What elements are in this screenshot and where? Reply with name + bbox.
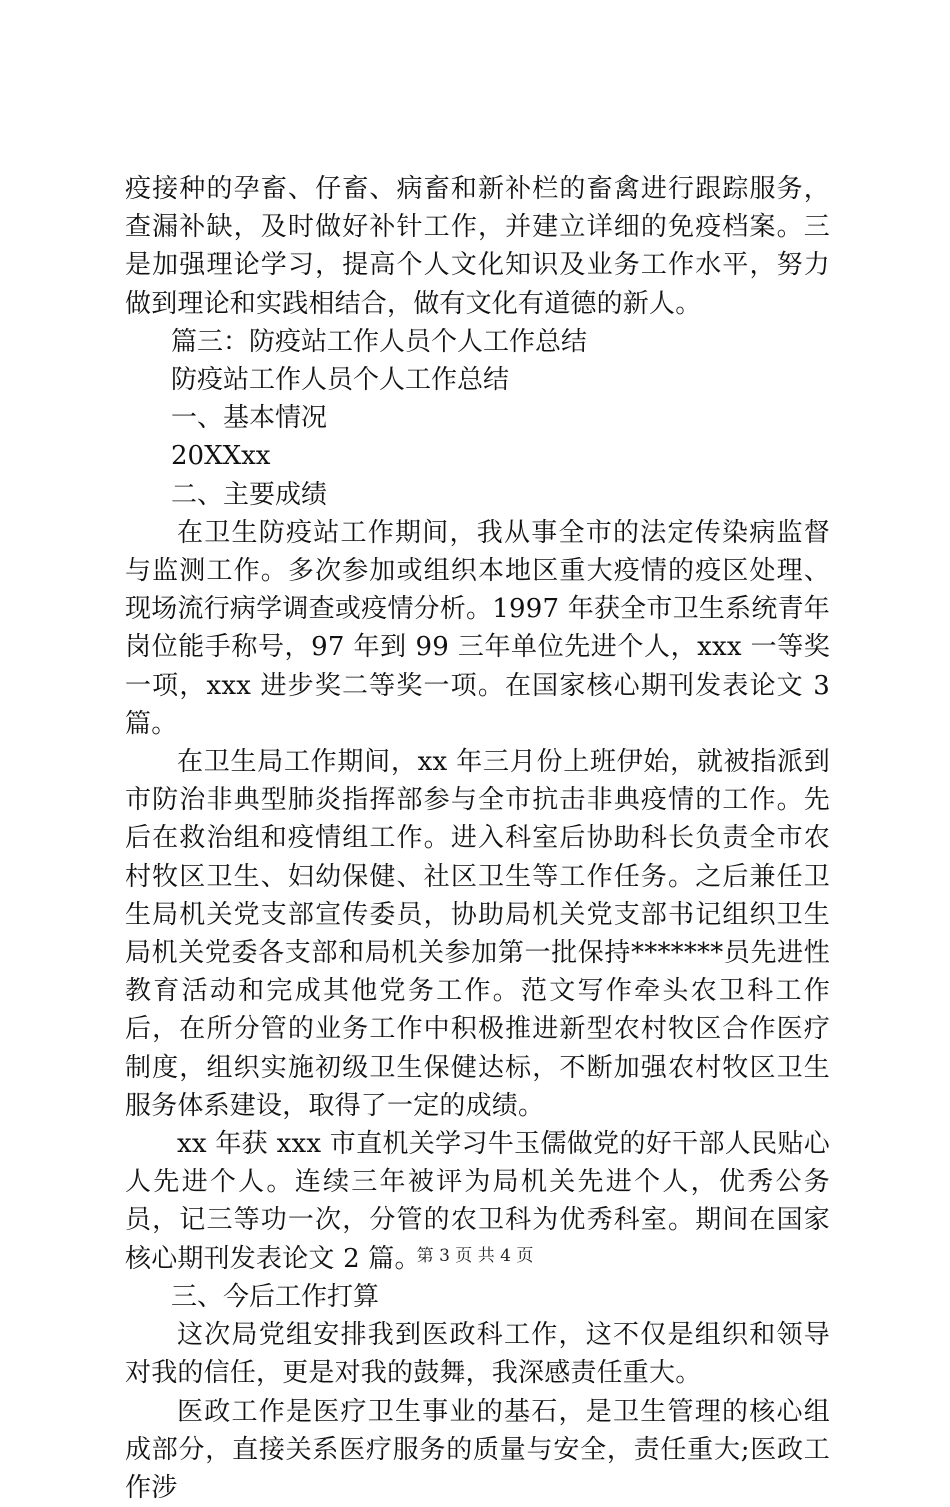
paragraph-medical-admin: 医政工作是医疗卫生事业的基石，是卫生管理的核心组成部分，直接关系医疗服务的质量与安全，责任重大;医政工作涉 (125, 1393, 830, 1507)
basic-info-value: 20XXxx (125, 437, 830, 475)
document-body (125, 170, 830, 1507)
heading-future-plans: 三、今后工作打算 (125, 1278, 830, 1316)
paragraph-new-assignment: 这次局党组安排我到医政科工作，这不仅是组织和领导对我的信任，更是对我的鼓舞，我深感责任重大。 (125, 1316, 830, 1392)
paragraph-continued: 疫接种的孕畜、仔畜、病畜和新补栏的畜禽进行跟踪服务，查漏补缺，及时做好补针工作，并建立详细的免疫档案。三是加强理论学习，提高个人文化知识及业务工作水平，努力做到理论和实践相结合，做有文化有道德的新人。 (125, 170, 830, 323)
article-title: 防疫站工作人员个人工作总结 (125, 361, 830, 399)
paragraph-honors: xx 年获 xxx 市直机关学习牛玉儒做党的好干部人民贴心人先进个人。连续三年被评为局机关先进个人，优秀公务员，记三等功一次，分管的农卫科为优秀科室。期间在国家核心期刊发表论文 2 篇。 (125, 1125, 830, 1278)
heading-basic-info: 一、基本情况 (125, 399, 830, 437)
section-title: 篇三：防疫站工作人员个人工作总结 (125, 323, 830, 361)
page-footer: 第 3 页 共 4 页 (0, 1246, 950, 1266)
heading-achievements: 二、主要成绩 (125, 476, 830, 514)
paragraph-health-bureau: 在卫生局工作期间，xx 年三月份上班伊始，就被指派到市防治非典型肺炎指挥部参与全市抗击非典疫情的工作。先后在救治组和疫情组工作。进入科室后协助科长负责全市农村牧区卫生、妇幼保健、社区卫生等工作任务。之后兼任卫生局机关党支部宣传委员，协助局机关党支部书记组织卫生局机关党委各支部和局机关参加第一批保持*******员先进性教育活动和完成其他党务工作。范文写作牵头农卫科工作后，在所分管的业务工作中积极推进新型农村牧区合作医疗制度，组织实施初级卫生保健达标，不断加强农村牧区卫生服务体系建设，取得了一定的成绩。 (125, 743, 830, 1125)
paragraph-epidemic-station: 在卫生防疫站工作期间，我从事全市的法定传染病监督与监测工作。多次参加或组织本地区重大疫情的疫区处理、现场流行病学调查或疫情分析。1997 年获全市卫生系统青年岗位能手称号，97 年到 99 三年单位先进个人，xxx 一等奖一项，xxx 进步奖二等奖一项。在国家核心期刊发表论文 3 篇。 (125, 514, 830, 743)
